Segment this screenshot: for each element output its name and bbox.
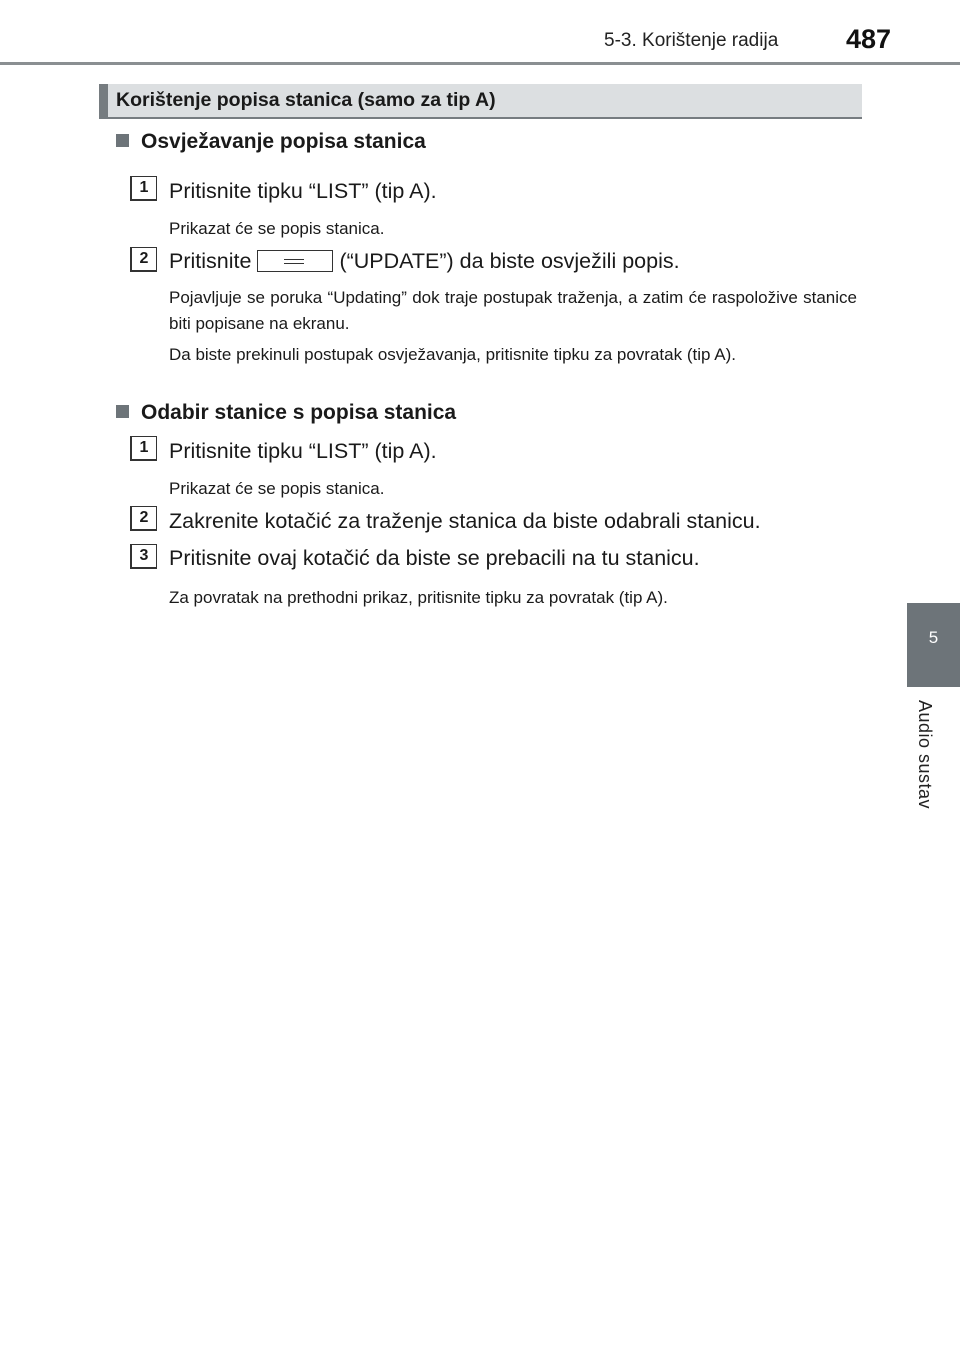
chapter-tab-number: 5 [928,628,939,647]
step-number-badge: 2 [130,247,157,272]
step-number-badge: 3 [130,544,157,569]
step-text: Pritisnite tipku “LIST” (tip A). [169,179,437,203]
update-glyph-icon [284,259,304,264]
subheading-select [116,401,456,425]
subheading-refresh [116,130,426,154]
chapter-title: 5-3. Korištenje radija [604,30,779,51]
step-number-badge: 1 [130,436,157,461]
square-bullet-icon [116,134,129,147]
step-text-before: Pritisnite [169,249,252,273]
step-note: Pojavljuje se poruka “Updating” dok traje postupak traženja, a zatim će raspoložive stanice biti popisane na ekranu. [169,288,857,333]
step-text: Zakrenite kotačić za traženje stanica da biste odabrali stanicu. [169,509,761,533]
square-bullet-icon [116,405,129,418]
chapter-tab-label: Audio sustav [915,700,935,810]
step-text-after: (“UPDATE”) da biste osvježili popis. [339,249,680,273]
header-divider [0,62,960,65]
section-title: Korištenje popisa stanica (samo za tip A) [99,84,862,119]
step-number-badge: 2 [130,506,157,531]
page-number: 487 [846,24,892,54]
step-text: Pritisnite tipku “LIST” (tip A). [169,439,437,463]
step-number-badge: 1 [130,176,157,201]
step-note: Za povratak na prethodni prikaz, pritisnite tipku za povratak (tip A). [169,588,668,607]
update-button-icon [257,250,333,272]
step-note: Prikazat će se popis stanica. [169,479,385,498]
step-text-with-button [169,249,680,274]
step-note: Prikazat će se popis stanica. [169,219,385,238]
subheading-select-text: Odabir stanice s popisa stanica [141,401,457,424]
subheading-refresh-text: Osvježavanje popisa stanica [141,130,426,153]
step-text: Pritisnite ovaj kotačić da biste se prebacili na tu stanicu. [169,546,700,570]
step-note: Da biste prekinuli postupak osvježavanja, pritisnite tipku za povratak (tip A). [169,345,736,364]
